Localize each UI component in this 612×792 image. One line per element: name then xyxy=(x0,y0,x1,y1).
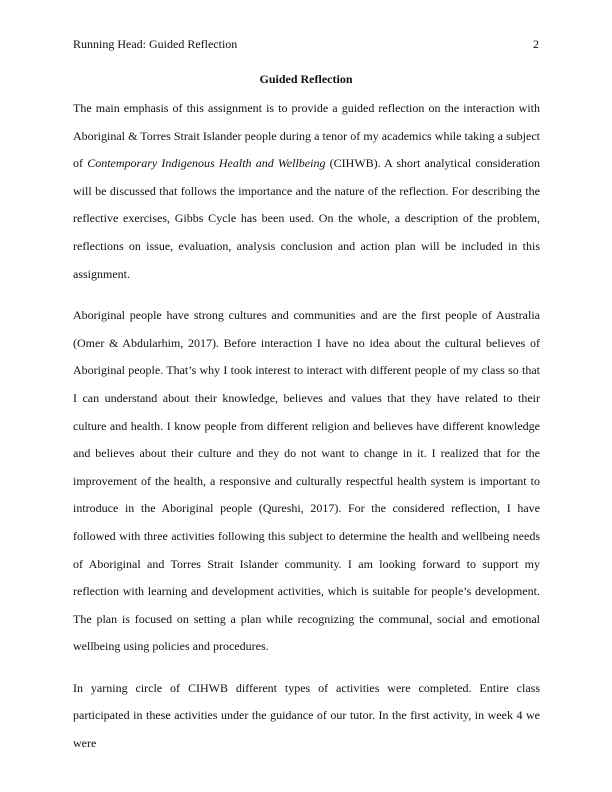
paragraph-3: In yarning circle of CIHWB different types of activities were completed. Entire class participated in these activities under the guidance of our tutor. In the first activity, in week 4 we were xyxy=(73,680,540,751)
paragraph-1-text-b: (CIHWB). A short analytical consideration will be discussed that follows the importance and the nature of the reflection. For describing the reflective exercises, Gibbs Cycle has been used. On the whole, a description of the problem, reflections on issue, evaluation, analysis conclusion and action plan will be included in this assignment. xyxy=(73,156,541,281)
paragraph-1 xyxy=(73,95,540,288)
document-body xyxy=(73,95,540,758)
paragraph-1-text-a: The main emphasis of this assignment is to provide a guided reflection on the interaction with Aboriginal & Torres Strait Islander people during a tenor of my academics while taking a subject of xyxy=(73,101,540,171)
paragraph-2: Aboriginal people have strong cultures and communities and are the first people of Australia (Omer & Abdularhim, 2017). Before interaction I have no idea about the cultural believes of Aboriginal people. That’s why I took interest to interact with different people of my class so that I can understand about their knowledge, believes and values that they have related to their culture and health. I know people from different religion and believes have different knowledge and believes about their culture and they do not want to change in it. I realized that for the improvement of the health, a responsive and culturally respectful health system is important to introduce in the Aboriginal people (Qureshi, 2017). For the considered reflection, I have followed with three activities following this subject to determine the health and wellbeing needs of Aboriginal and Torres Strait Islander community. I am looking forward to support my reflection with learning and development activities, which is suitable for people’s development. The plan is focused on setting a plan while recognizing the communal, social and emotional wellbeing using policies and procedures. xyxy=(73,308,540,654)
subject-name: Contemporary Indigenous Health and Wellbeing xyxy=(87,156,326,171)
document-title: Guided Reflection xyxy=(259,72,353,86)
running-head: Running Head: Guided Reflection xyxy=(73,37,238,51)
page-header xyxy=(73,36,539,52)
page-number: 2 xyxy=(533,37,539,51)
